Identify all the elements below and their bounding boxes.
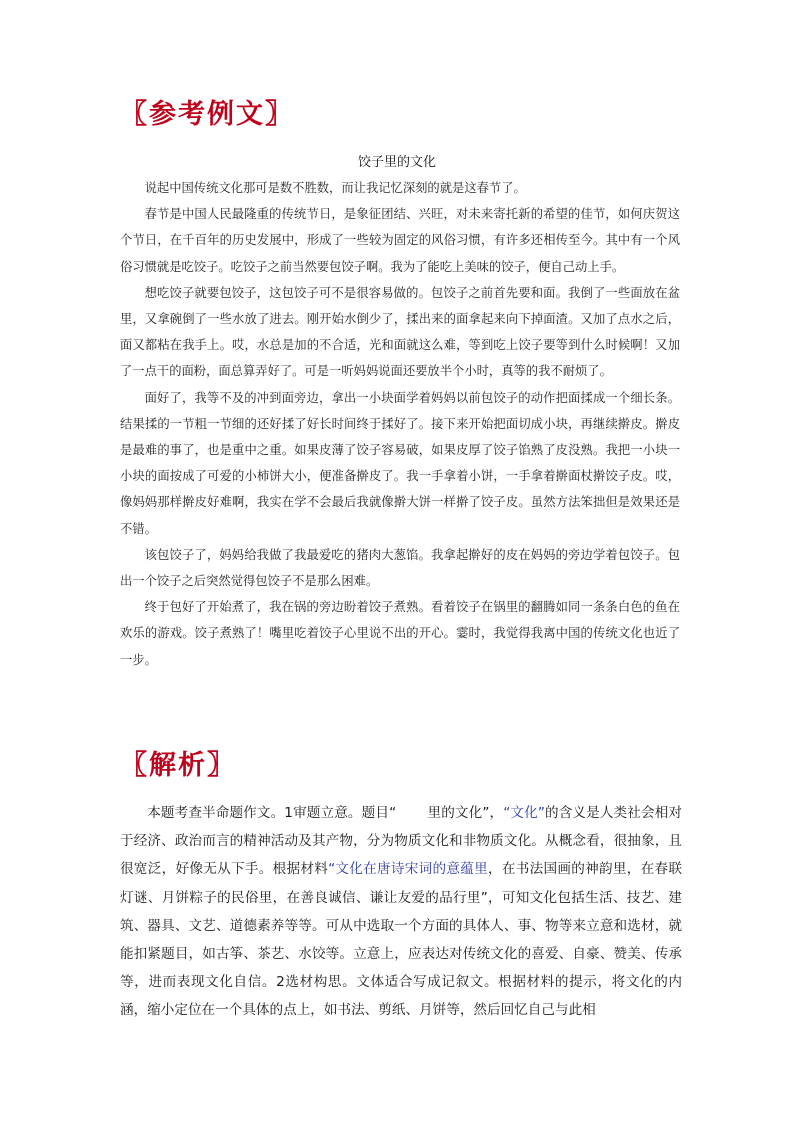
analysis-body	[120, 799, 682, 1025]
analysis-paragraph	[120, 799, 682, 1025]
essay-paragraph-2: 春节是中国人民最隆重的传统节日，是象征团结、兴旺，对未来寄托新的希望的佳节，如何庆贺这个节日，在千百年的历史发展中，形成了一些较为固定的风俗习惯，有许多还相传至今。其中有一个风俗习惯就是吃饺子。吃饺子之前当然要包饺子啊。我为了能吃上美味的饺子，便自己动上手。	[120, 207, 680, 274]
reference-heading: 〖参考例文〗	[120, 99, 294, 130]
analysis-heading: 〖解析〗	[120, 750, 236, 781]
analysis-text-3: 的含义是人类社会相对于经济、政治而言的精神活动及其产物，分为物质文化和非物质文化。从概念看，很抽象，且很宽泛，好像无从下手。根据材料	[120, 805, 683, 878]
essay-paragraph-6: 终于包好了开始煮了，我在锅的旁边盼着饺子煮熟。看着饺子在锅里的翻腾如同一条条白色的鱼在欢乐的游戏。饺子煮熟了！嘴里吃着饺子心里说不出的开心。霎时，我觉得我离中国的传统文化也近了一步。	[120, 600, 680, 667]
essay-paragraph-5: 该包饺子了，妈妈给我做了我最爱吃的猪肉大葱馅。我拿起擀好的皮在妈妈的旁边学着包饺子。包出一个饺子之后突然觉得包饺子不是那么困难。	[120, 547, 680, 589]
essay-paragraph-1: 说起中国传统文化那可是数不胜数，而让我记忆深刻的就是这春节了。	[144, 181, 526, 195]
essay-paragraph-4: 面好了，我等不及的冲到面旁边，拿出一小块面学着妈妈以前包饺子的动作把面揉成一个细长条。结果揉的一节粗一节细的还好揉了好长时间终于揉好了。接下来开始把面切成小块，再继续擀皮。擀皮是最难的事了，也是重中之重。如果皮薄了饺子容易破，如果皮厚了饺子馅熟了皮没熟。我把一小块一小块的面按成了可爱的小柿饼大小，便准备擀皮了。我一手拿着小饼，一手拿着擀面杖擀饺子皮。哎，像妈妈那样擀皮好难啊，我实在学不会最后我就像擀大饼一样擀了饺子皮。虽然方法笨拙但是效果还是不错。	[120, 390, 680, 536]
analysis-text-1: 本题考查半命题作文。1审题立意。题目“	[147, 805, 397, 821]
essay-title: 饺子里的文化	[357, 155, 436, 170]
analysis-text-2: 里的文化”，	[427, 805, 504, 821]
analysis-quote-2: “文化在唐诗宋词的意蕴里	[328, 861, 489, 878]
essay-paragraph-3: 想吃饺子就要包饺子，这包饺子可不是很容易做的。包饺子之前首先要和面。我倒了一些面放在盆里，又拿碗倒了一些水放了进去。刚开始水倒少了，揉出来的面拿起来向下掉面渣。又加了点水之后，面又都粘在我手上。哎，水总是加的不合适，光和面就这么难，等到吃上饺子要等到什么时候啊！又加了一点干的面粉，面总算弄好了。可是一听妈妈说面还要放半个小时，真等的我不耐烦了。	[120, 285, 680, 379]
analysis-text-4: ，在书法国画的神韵里，在春联灯谜、月饼粽子的民俗里，在善良诚信、谦让友爱的品行里”，可知文化包括生活、技艺、建筑、器具、文艺、道德素养等等。可从中选取一个方面的具体人、事、物等来立意和选材，就能扣紧题目，如古筝、茶艺、水饺等。立意上，应表达对传统文化的喜爱、自豪、赞美、传承等，进而表现文化自信。2选材构思。文体适合写成记叙文。根据材料的提示，将文化的内涵，缩小定位在一个具体的点上，如书法、剪纸、月饼等，然后回忆自己与此相	[120, 861, 682, 1019]
essay-body	[120, 175, 680, 673]
analysis-quote-1: “文化”	[503, 805, 545, 821]
